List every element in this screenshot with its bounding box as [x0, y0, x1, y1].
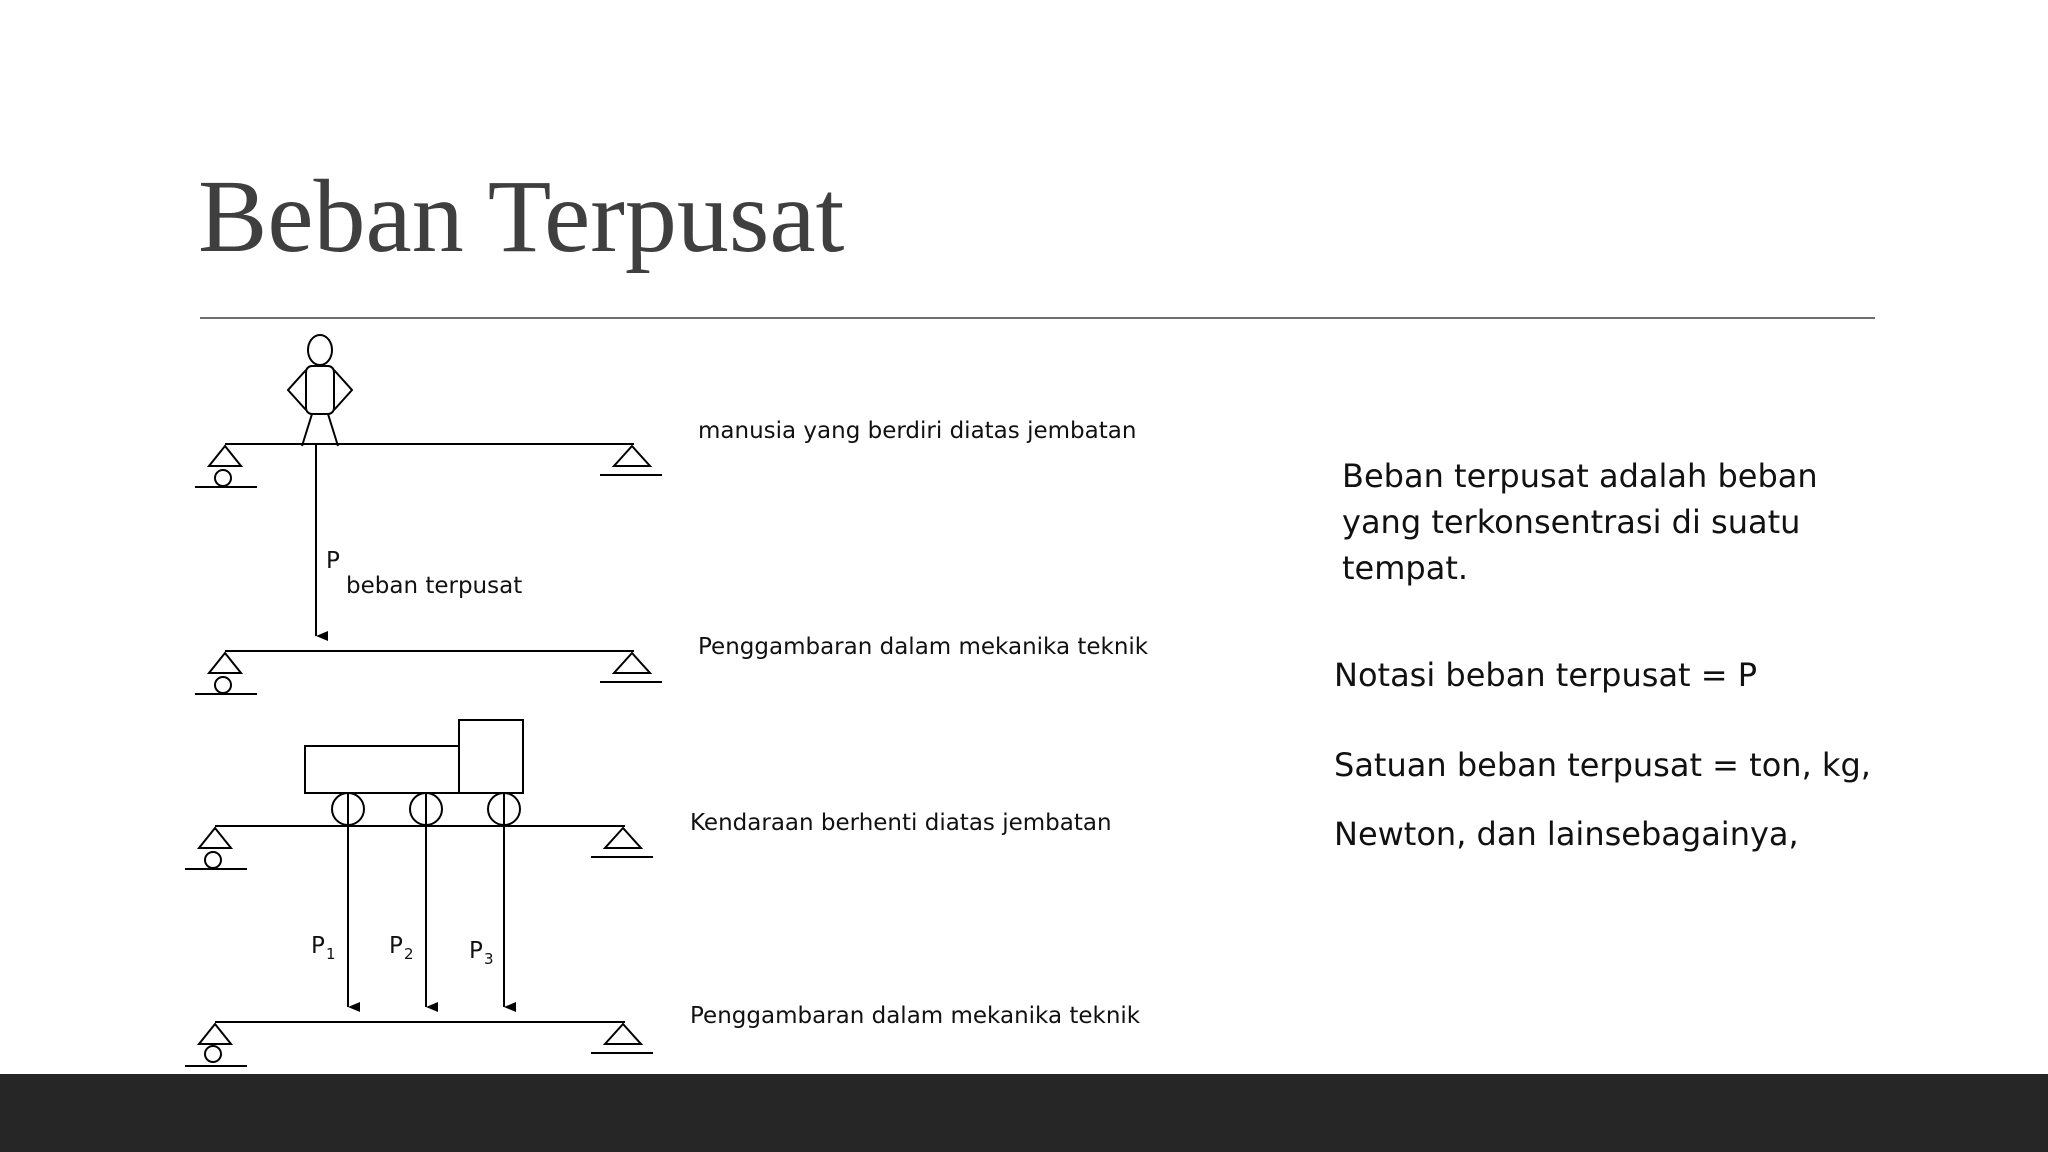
person-figure [288, 335, 352, 446]
definition-line-3: tempat. [1342, 549, 1469, 587]
definition-paragraph [1342, 453, 1818, 591]
roller-support-1 [195, 446, 257, 487]
load-symbol-p2: P [389, 933, 403, 959]
label-load: beban terpusat [346, 573, 523, 599]
units-line-2: Newton, dan lainsebagainya, [1334, 815, 1799, 853]
load-subscript-1: 1 [326, 945, 336, 963]
label-depiction-2: Penggambaran dalam mekanika teknik [690, 1003, 1141, 1029]
load-subscript-3: 3 [484, 950, 494, 968]
pin-support-2 [600, 653, 662, 682]
pin-support-3 [591, 828, 653, 857]
units-line-1: Satuan beban terpusat = ton, kg, [1334, 746, 1871, 784]
definition-line-2: yang terkonsentrasi di suatu [1342, 503, 1801, 541]
label-depiction-1: Penggambaran dalam mekanika teknik [698, 634, 1149, 660]
load-symbol-p3: P [469, 938, 483, 964]
label-person-on-bridge: manusia yang berdiri diatas jembatan [698, 418, 1137, 444]
load-symbol-p1: P [311, 933, 325, 959]
pin-support-4 [591, 1024, 653, 1053]
pin-support-1 [600, 446, 662, 475]
roller-support-4 [185, 1024, 247, 1066]
load-subscript-2: 2 [404, 945, 414, 963]
truck-figure [305, 720, 523, 825]
label-vehicle-on-bridge: Kendaraan berhenti diatas jembatan [690, 810, 1112, 836]
definition-line-1: Beban terpusat adalah beban [1342, 457, 1818, 495]
roller-support-3 [185, 828, 247, 869]
notation-text: Notasi beban terpusat = P [1334, 656, 1758, 694]
load-symbol-p: P [326, 548, 340, 574]
footer-bar [0, 1074, 2048, 1152]
slide-title: Beban Terpusat [198, 159, 845, 274]
roller-support-2 [195, 653, 257, 694]
